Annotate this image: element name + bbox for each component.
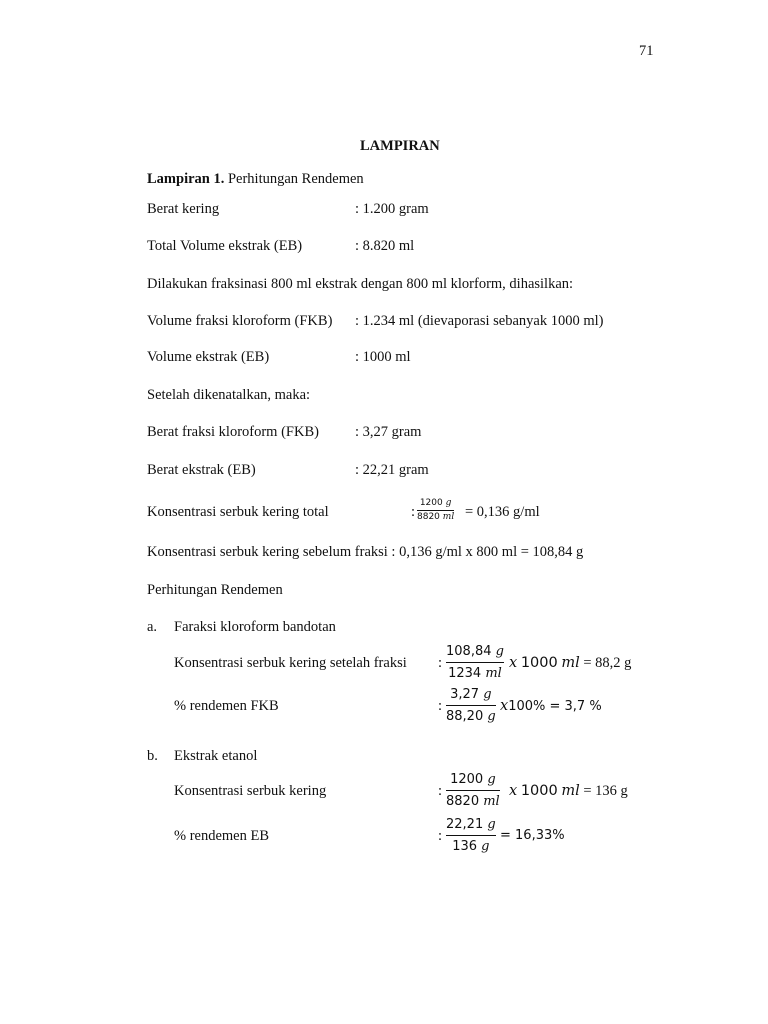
fraction-numerator: 3,27 g: [450, 687, 492, 702]
fraction-numerator: 108,84 g: [446, 644, 504, 659]
section-a-rendemen-tail: [500, 699, 602, 714]
fraction-denominator: 8820 ml: [446, 794, 500, 809]
multiplier: 1000: [520, 655, 558, 671]
berat-fkb-value: : 3,27 gram: [355, 424, 422, 440]
berat-eb-value: : 22,21 gram: [355, 462, 429, 478]
fraksinasi-note: Dilakukan fraksinasi 800 ml ekstrak dengan 800 ml klorform, dihasilkan:: [147, 276, 574, 292]
section-a-konsentrasi-result: = 88,2 g: [583, 655, 632, 671]
konsentrasi-total-label: Konsentrasi serbuk kering total: [147, 504, 329, 520]
section-b-konsentrasi-colon: :: [438, 783, 443, 799]
volume-eb-value: : 1000 ml: [355, 349, 411, 365]
konsentrasi-total-colon: :: [411, 504, 416, 520]
total-volume-value: : 8.820 ml: [355, 238, 415, 254]
section-a-konsentrasi-fraction: [446, 645, 504, 680]
page-number: 71: [639, 43, 654, 59]
multiplier-unit: ml: [561, 655, 580, 671]
volume-eb-label: Volume ekstrak (EB): [147, 349, 270, 365]
section-a-konsentrasi-tail: [509, 656, 631, 671]
fraction-numerator: 1200 g: [450, 772, 496, 787]
multiplier: 1000: [520, 783, 558, 799]
fraction-bar: [446, 705, 496, 706]
times-symbol: x: [500, 698, 509, 714]
fraction-numerator: 22,21 g: [446, 817, 496, 832]
section-b-rendemen-fraction: [446, 818, 496, 853]
times-symbol: x: [509, 783, 518, 799]
section-b-konsentrasi-tail: [509, 784, 628, 799]
fraction-numerator: 1200 g: [419, 498, 452, 508]
appendix-label: Lampiran 1.: [147, 171, 225, 187]
fraction-denominator: 88,20 g: [446, 709, 496, 724]
section-b-marker: b.: [147, 748, 158, 764]
multiplier-unit: ml: [561, 783, 580, 799]
fraction-bar: [446, 790, 500, 791]
section-b-konsentrasi-fraction: [446, 773, 500, 808]
konsentrasi-sebelum: Konsentrasi serbuk kering sebelum fraksi : 0,136 g/ml x 800 ml = 108,84 g: [147, 544, 584, 560]
berat-kering-label: Berat kering: [147, 201, 220, 217]
berat-eb-label: Berat ekstrak (EB): [147, 462, 256, 478]
section-a-rendemen-result: 100% = 3,7 %: [508, 699, 602, 714]
section-b-konsentrasi-label: Konsentrasi serbuk kering: [174, 783, 327, 799]
fraction-denominator: 8820 ml: [417, 512, 455, 522]
section-a-title: Faraksi kloroform bandotan: [174, 619, 336, 635]
page-title: LAMPIRAN: [360, 138, 440, 154]
section-a-marker: a.: [147, 619, 158, 635]
fraction-denominator: 136 g: [452, 839, 490, 854]
times-symbol: x: [509, 655, 518, 671]
volume-fkb-value: : 1.234 ml (dievaporasi sebanyak 1000 ml): [355, 313, 604, 329]
section-b-rendemen-result: = 16,33%: [500, 828, 565, 843]
setelah-note: Setelah dikenatalkan, maka:: [147, 387, 311, 403]
fraction-bar: [446, 835, 496, 836]
berat-fkb-label: Berat fraksi kloroform (FKB): [147, 424, 319, 440]
section-a-konsentrasi-colon: :: [438, 655, 443, 671]
fraction-bar: [417, 510, 454, 511]
section-a-rendemen-colon: :: [438, 698, 443, 714]
konsentrasi-total-result: = 0,136 g/ml: [465, 504, 540, 520]
section-a-konsentrasi-label: Konsentrasi serbuk kering setelah fraksi: [174, 655, 407, 671]
fraction-bar: [446, 662, 504, 663]
total-volume-label: Total Volume ekstrak (EB): [147, 238, 303, 254]
konsentrasi-total-fraction: [417, 499, 454, 522]
fraction-denominator: 1234 ml: [448, 666, 502, 681]
perhitungan-heading: Perhitungan Rendemen: [147, 582, 283, 598]
appendix-heading-text: Perhitungan Rendemen: [224, 171, 364, 187]
berat-kering-value: : 1.200 gram: [355, 201, 429, 217]
section-b-title: Ekstrak etanol: [174, 748, 258, 764]
volume-fkb-label: Volume fraksi kloroform (FKB): [147, 313, 333, 329]
appendix-heading: [147, 172, 364, 187]
section-a-rendemen-label: % rendemen FKB: [174, 698, 279, 714]
section-b-rendemen-label: % rendemen EB: [174, 828, 270, 844]
section-b-konsentrasi-result: = 136 g: [583, 783, 628, 799]
section-b-rendemen-colon: :: [438, 828, 443, 844]
section-a-rendemen-fraction: [446, 688, 496, 723]
